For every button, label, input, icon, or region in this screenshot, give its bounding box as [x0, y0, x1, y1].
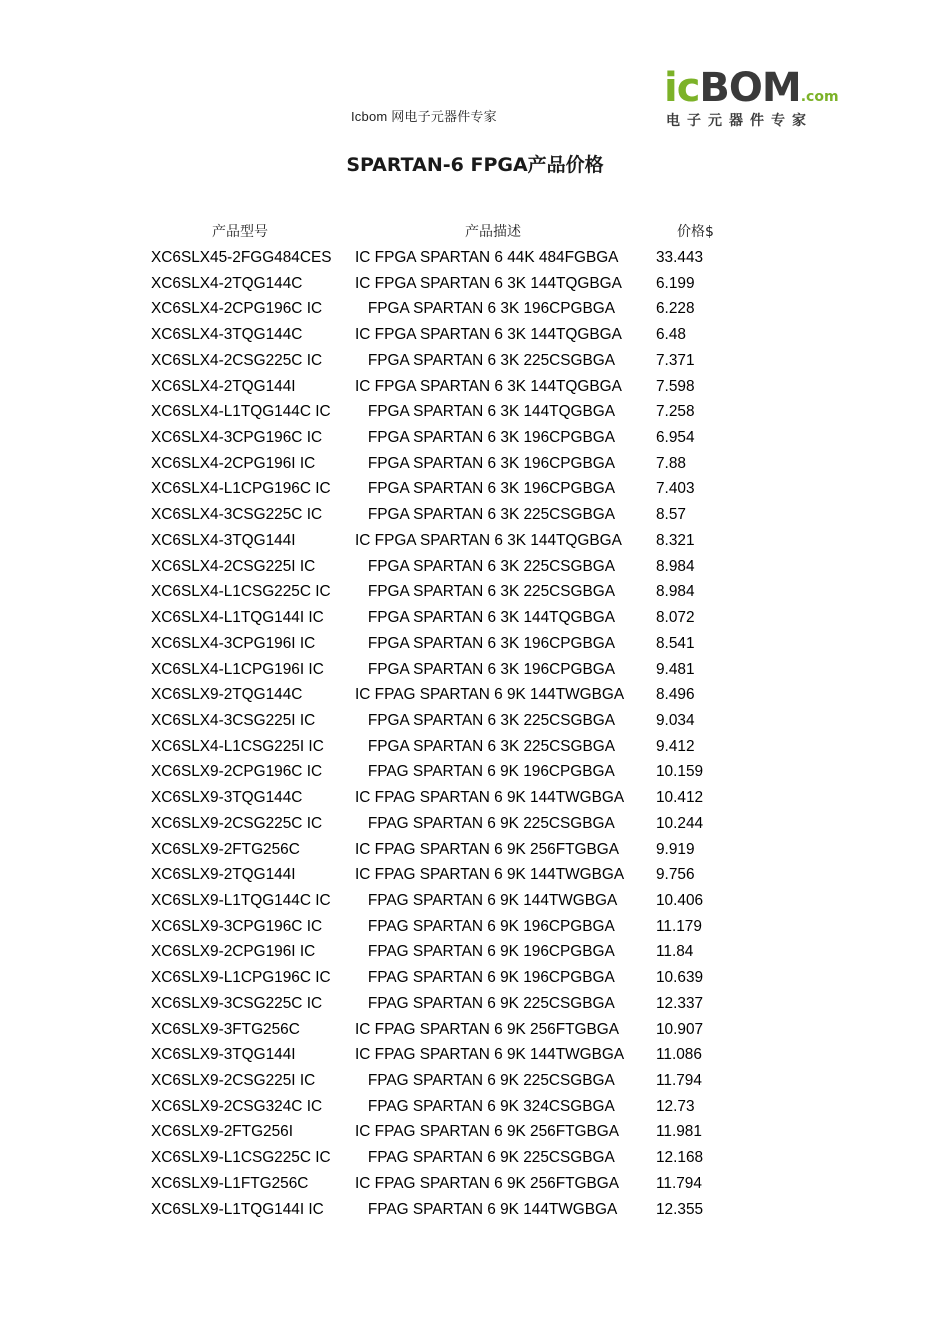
part-number-cell: XC6SLX4-L1CSG225C IC — [151, 583, 331, 601]
part-number-cell: XC6SLX9-2CSG324C IC — [151, 1097, 323, 1115]
description-cell: IC FPGA SPARTAN 6 3K 144TQGBGA — [355, 377, 622, 395]
price-cell: 7.88 — [656, 454, 686, 472]
column-header-price: 价格$ — [677, 224, 714, 240]
table-row — [0, 965, 950, 991]
table-row — [0, 657, 950, 683]
price-cell: 11.794 — [656, 1072, 702, 1089]
part-number-cell: XC6SLX9-3FTG256C — [151, 1020, 300, 1038]
table-row — [0, 579, 950, 605]
price-cell: 10.244 — [656, 814, 704, 832]
price-cell: 10.639 — [656, 969, 704, 987]
description-cell: IC FPAG SPARTAN 6 9K 144TWGBGA — [355, 686, 625, 704]
table-row — [0, 502, 950, 528]
description-cell: IC FPAG SPARTAN 6 9K 144TWGBGA — [355, 789, 625, 807]
part-number-cell: XC6SLX4-2CSG225I IC — [151, 557, 316, 575]
price-cell: 8.57 — [656, 506, 686, 524]
table-row — [0, 476, 950, 502]
part-number-cell: XC6SLX9-2CPG196I IC — [151, 943, 316, 961]
table-row — [0, 734, 950, 760]
table-row — [0, 245, 950, 271]
description-cell: IC FPAG SPARTAN 6 9K 256FTGBGA — [355, 840, 619, 858]
column-header-part: 产品型号 — [212, 224, 268, 240]
description-cell: FPAG SPARTAN 6 9K 324CSGBGA — [355, 1097, 615, 1115]
table-row — [0, 605, 950, 631]
part-number-cell: XC6SLX4-L1CPG196C IC — [151, 480, 331, 498]
price-table — [0, 245, 950, 1222]
table-row — [0, 785, 950, 811]
table-row — [0, 1145, 950, 1171]
description-cell: FPAG SPARTAN 6 9K 196CPGBGA — [355, 943, 615, 961]
price-cell: 10.412 — [656, 789, 704, 807]
description-cell: IC FPAG SPARTAN 6 9K 144TWGBGA — [355, 866, 625, 884]
table-row — [0, 631, 950, 657]
table-row — [0, 1197, 950, 1223]
part-number-cell: XC6SLX9-3TQG144I — [151, 1046, 296, 1064]
description-cell: FPGA SPARTAN 6 3K 196CPGBGA — [355, 454, 616, 472]
logo-ic: ic — [664, 65, 700, 111]
page-title: SPARTAN-6 FPGA产品价格 — [346, 154, 604, 176]
part-number-cell: XC6SLX9-2TQG144I — [151, 866, 296, 884]
table-row — [0, 1119, 950, 1145]
description-cell: FPGA SPARTAN 6 3K 196CPGBGA — [355, 660, 616, 678]
part-number-cell: XC6SLX9-3TQG144C — [151, 789, 303, 807]
price-cell: 6.48 — [656, 326, 686, 344]
part-number-cell: XC6SLX4-3CSG225I IC — [151, 711, 316, 729]
description-cell: FPAG SPARTAN 6 9K 144TWGBGA — [355, 1200, 618, 1218]
description-cell: FPGA SPARTAN 6 3K 196CPGBGA — [355, 429, 616, 447]
price-cell: 12.337 — [656, 994, 704, 1012]
price-cell: 9.034 — [656, 711, 695, 729]
part-number-cell: XC6SLX4-3CPG196C IC — [151, 429, 323, 447]
price-cell: 8.541 — [656, 634, 695, 652]
column-header-description: 产品描述 — [465, 224, 521, 240]
table-row — [0, 1068, 950, 1094]
price-cell: 10.159 — [656, 763, 704, 781]
part-number-cell: XC6SLX45-2FGG484CES — [151, 249, 332, 266]
part-number-cell: XC6SLX9-L1TQG144I IC — [151, 1200, 324, 1218]
description-cell: IC FPGA SPARTAN 6 3K 144TQGBGA — [355, 274, 622, 292]
part-number-cell: XC6SLX4-2TQG144C — [151, 274, 303, 292]
part-number-cell: XC6SLX4-2CSG225C IC — [151, 351, 323, 369]
table-row — [0, 682, 950, 708]
price-cell: 11.981 — [656, 1123, 702, 1141]
table-row — [0, 811, 950, 837]
description-cell: FPGA SPARTAN 6 3K 225CSGBGA — [355, 506, 616, 524]
description-cell: FPAG SPARTAN 6 9K 225CSGBGA — [355, 814, 615, 832]
price-cell: 12.73 — [656, 1097, 695, 1115]
table-row — [0, 1042, 950, 1068]
table-row — [0, 348, 950, 374]
table-row — [0, 271, 950, 297]
part-number-cell: XC6SLX9-L1CSG225C IC — [151, 1149, 331, 1167]
table-row — [0, 554, 950, 580]
description-cell: IC FPAG SPARTAN 6 9K 256FTGBGA — [355, 1123, 619, 1141]
price-cell: 8.984 — [656, 583, 695, 601]
logo-tagline: 电子元器件专家 — [666, 113, 813, 129]
price-cell: 7.403 — [656, 480, 695, 498]
table-row — [0, 374, 950, 400]
table-row — [0, 888, 950, 914]
price-cell: 6.954 — [656, 429, 695, 447]
price-cell: 11.794 — [656, 1174, 702, 1192]
part-number-cell: XC6SLX9-3CPG196C IC — [151, 917, 323, 935]
part-number-cell: XC6SLX4-3TQG144C — [151, 326, 303, 344]
price-cell: 6.228 — [656, 300, 695, 318]
description-cell: IC FPGA SPARTAN 6 3K 144TQGBGA — [355, 326, 622, 344]
table-row — [0, 451, 950, 477]
part-number-cell: XC6SLX4-3TQG144I — [151, 531, 296, 549]
part-number-cell: XC6SLX9-2FTG256C — [151, 840, 300, 858]
part-number-cell: XC6SLX9-L1TQG144C IC — [151, 891, 331, 909]
part-number-cell: XC6SLX9-2TQG144C — [151, 686, 303, 704]
description-cell: FPGA SPARTAN 6 3K 144TQGBGA — [355, 403, 616, 421]
price-cell: 9.756 — [656, 866, 695, 884]
table-row — [0, 322, 950, 348]
description-cell: FPAG SPARTAN 6 9K 196CPGBGA — [355, 763, 615, 781]
part-number-cell: XC6SLX4-L1CSG225I IC — [151, 737, 324, 755]
description-cell: FPGA SPARTAN 6 3K 225CSGBGA — [355, 711, 616, 729]
table-row — [0, 759, 950, 785]
description-cell: FPAG SPARTAN 6 9K 196CPGBGA — [355, 969, 615, 987]
part-number-cell: XC6SLX4-3CPG196I IC — [151, 634, 316, 652]
price-cell: 7.371 — [656, 351, 695, 369]
price-cell: 8.984 — [656, 557, 695, 575]
table-row — [0, 862, 950, 888]
part-number-cell: XC6SLX4-L1CPG196I IC — [151, 660, 324, 678]
price-cell: 9.412 — [656, 737, 695, 755]
table-row — [0, 939, 950, 965]
table-row — [0, 528, 950, 554]
description-cell: FPGA SPARTAN 6 3K 196CPGBGA — [355, 300, 616, 318]
description-cell: FPAG SPARTAN 6 9K 225CSGBGA — [355, 994, 615, 1012]
price-cell: 33.443 — [656, 249, 704, 266]
logo-dotcom: .com — [800, 89, 839, 105]
table-row — [0, 296, 950, 322]
description-cell: IC FPGA SPARTAN 6 44K 484FGBGA — [355, 249, 619, 266]
price-cell: 9.919 — [656, 840, 695, 858]
part-number-cell: XC6SLX9-L1FTG256C — [151, 1174, 309, 1192]
site-header-text: Icbom 网电子元器件专家 — [351, 109, 497, 124]
description-cell: IC FPAG SPARTAN 6 9K 256FTGBGA — [355, 1020, 619, 1038]
logo-bom: BOM — [699, 65, 801, 111]
description-cell: FPGA SPARTAN 6 3K 225CSGBGA — [355, 583, 616, 601]
description-cell: IC FPGA SPARTAN 6 3K 144TQGBGA — [355, 531, 622, 549]
description-cell: FPGA SPARTAN 6 3K 144TQGBGA — [355, 609, 616, 627]
description-cell: FPAG SPARTAN 6 9K 225CSGBGA — [355, 1072, 615, 1089]
table-row — [0, 837, 950, 863]
part-number-cell: XC6SLX4-L1TQG144C IC — [151, 403, 331, 421]
part-number-cell: XC6SLX4-2CPG196C IC — [151, 300, 323, 318]
price-cell: 11.84 — [656, 943, 694, 961]
price-cell: 11.179 — [656, 917, 702, 935]
part-number-cell: XC6SLX9-2CPG196C IC — [151, 763, 323, 781]
table-row — [0, 1094, 950, 1120]
description-cell: FPAG SPARTAN 6 9K 196CPGBGA — [355, 917, 615, 935]
price-cell: 10.907 — [656, 1020, 704, 1038]
part-number-cell: XC6SLX4-2CPG196I IC — [151, 454, 316, 472]
table-row — [0, 1017, 950, 1043]
table-row — [0, 399, 950, 425]
table-row — [0, 708, 950, 734]
price-cell: 7.258 — [656, 403, 695, 421]
price-cell: 8.321 — [656, 531, 695, 549]
price-cell: 12.168 — [656, 1149, 704, 1167]
part-number-cell: XC6SLX9-2CSG225I IC — [151, 1072, 316, 1089]
price-cell: 6.199 — [656, 274, 695, 292]
description-cell: FPGA SPARTAN 6 3K 225CSGBGA — [355, 737, 616, 755]
description-cell: FPGA SPARTAN 6 3K 225CSGBGA — [355, 557, 616, 575]
description-cell: FPGA SPARTAN 6 3K 225CSGBGA — [355, 351, 616, 369]
price-cell: 12.355 — [656, 1200, 704, 1218]
description-cell: FPGA SPARTAN 6 3K 196CPGBGA — [355, 480, 616, 498]
part-number-cell: XC6SLX9-2CSG225C IC — [151, 814, 323, 832]
description-cell: IC FPAG SPARTAN 6 9K 144TWGBGA — [355, 1046, 625, 1064]
table-row — [0, 425, 950, 451]
price-cell: 10.406 — [656, 891, 704, 909]
table-row — [0, 1171, 950, 1197]
description-cell: FPAG SPARTAN 6 9K 225CSGBGA — [355, 1149, 615, 1167]
description-cell: IC FPAG SPARTAN 6 9K 256FTGBGA — [355, 1174, 619, 1192]
price-cell: 7.598 — [656, 377, 695, 395]
part-number-cell: XC6SLX9-2FTG256I — [151, 1123, 294, 1141]
icbom-logo — [664, 65, 844, 132]
price-cell: 9.481 — [656, 660, 695, 678]
table-row — [0, 991, 950, 1017]
table-row — [0, 914, 950, 940]
part-number-cell: XC6SLX4-3CSG225C IC — [151, 506, 323, 524]
price-cell: 8.496 — [656, 686, 695, 704]
part-number-cell: XC6SLX4-2TQG144I — [151, 377, 296, 395]
price-cell: 11.086 — [656, 1046, 702, 1064]
part-number-cell: XC6SLX9-L1CPG196C IC — [151, 969, 331, 987]
part-number-cell: XC6SLX4-L1TQG144I IC — [151, 609, 324, 627]
description-cell: FPGA SPARTAN 6 3K 196CPGBGA — [355, 634, 616, 652]
part-number-cell: XC6SLX9-3CSG225C IC — [151, 994, 323, 1012]
price-cell: 8.072 — [656, 609, 695, 627]
description-cell: FPAG SPARTAN 6 9K 144TWGBGA — [355, 891, 618, 909]
